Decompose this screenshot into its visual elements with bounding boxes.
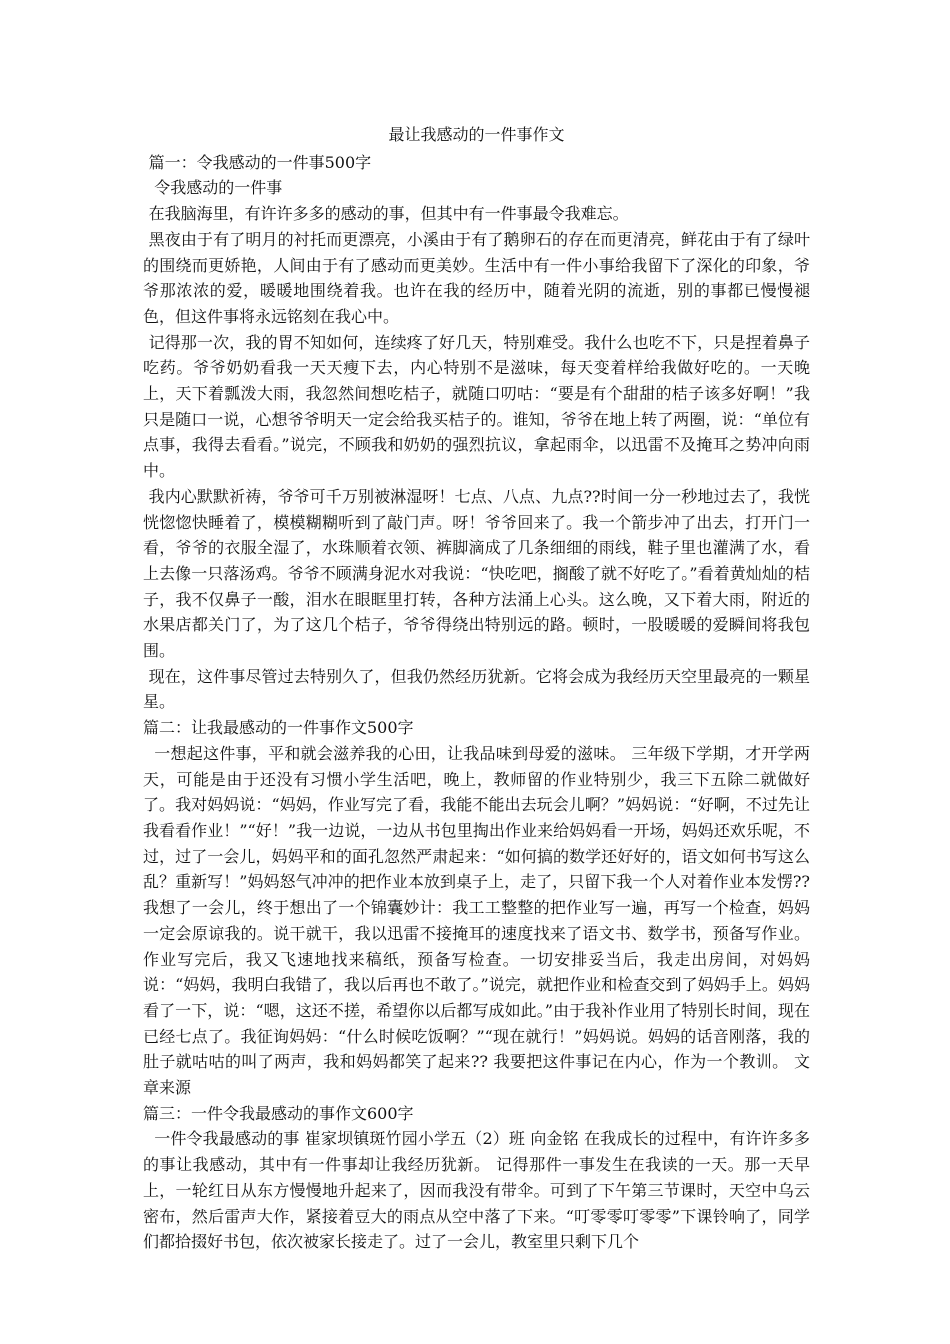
section-1-subtitle: 令我感动的一件事 — [154, 178, 283, 198]
section-3-paragraph: 一件令我最感动的事 崔家坝镇斑竹园小学五（2）班 向金铭 在我成长的过程中，有许许多多的事让我感动，其中有一件事却让我经历犹新。 记得那件一事发生在我读的一天。那一天早上，一轮红日从东方慢慢地升起来了，因而我没有带伞。可到了下午第三节课时，天空中乌云密布，然后雷声大作，紧接着豆大的雨点从空中落了下来。“叮零零叮零零”下课铃响了，同学们都拾掇好书包，依次被家长接走了。过了一会儿，教室里只剩下几个 — [143, 1129, 810, 1252]
document-title: 最让我感动的一件事作文 — [388, 125, 565, 144]
section-1-heading: 篇一：令我感动的一件事500字 — [148, 152, 372, 172]
section-2-heading: 篇二：让我最感动的一件事作文500字 — [143, 718, 414, 738]
section-1-paragraph: 在我脑海里，有许许多多的感动的事，但其中有一件事最令我难忘。 — [148, 204, 629, 224]
section-1-paragraph: 现在，这件事尽管过去特别久了，但我仍然经历犹新。它将会成为我经历天空里最亮的一颗星星。 — [143, 666, 810, 712]
section-3-heading: 篇三：一件令我最感动的事作文600字 — [143, 1103, 414, 1123]
section-3 — [143, 1101, 810, 1255]
document-page — [143, 122, 810, 1255]
section-1 — [143, 150, 810, 715]
section-1-paragraph: 我内心默默祈祷，爷爷可千万别被淋湿呀！七点、八点、九点??时间一分一秒地过去了，我恍恍惚惚快睡着了，模模糊糊听到了敲门声。呀！爷爷回来了。我一个箭步冲了出去，打开门一看，爷爷的衣服全湿了，水珠顺着衣领、裤脚滴成了几条细细的雨线，鞋子里也灌满了水，看上去像一只落汤鸡。爷爷不顾满身泥水对我说：“快吃吧，搁酸了就不好吃了。”看着黄灿灿的桔子，我不仅鼻子一酸，泪水在眼眶里打转，各种方法涌上心头。这么晚，又下着大雨，附近的水果店都关门了，为了这几个桔子，爷爷得绕出特别远的路。顿时，一股暖暖的爱瞬间将我包围。 — [143, 486, 810, 661]
section-2-paragraph: 一想起这件事，平和就会滋养我的心田，让我品味到母爱的滋味。 三年级下学期，才开学两天，可能是由于还没有习惯小学生活吧，晚上，教师留的作业特别少，我三下五除二就做好了。我对妈妈说：“妈妈，作业写完了看，我能不能出去玩会儿啊？”妈妈说：“好啊，不过先让我看看作业！”“好！”我一边说，一边从书包里掏出作业来给妈妈看一开场，妈妈还欢乐呢，不过，过了一会儿，妈妈平和的面孔忽然严肃起来：“如何搞的数学还好好的，语文如何书写这么乱？重新写！”妈妈怒气冲冲的把作业本放到桌子上，走了，只留下我一个人对着作业本发愣?? 我想了一会儿，终于想出了一个锦囊妙计：我工工整整的把作业写一遍，再写一个检查，妈妈一定会原谅我的。说干就干，我以迅雷不接掩耳的速度找来了语文书、数学书，预备写作业。作业写完后，我又飞速地找来稿纸，预备写检查。一切安排妥当后，我走出房间，对妈妈说：“妈妈，我明白我错了，我以后再也不敢了。”说完，就把作业和检查交到了妈妈手上。妈妈看了一下，说：“嗯，这还不搓，希望你以后都写成如此。”由于我补作业用了特别长时间，现在已经七点了。我征询妈妈：“什么时候吃饭啊？”“现在就行！”妈妈说。妈妈的话音刚落，我的肚子就咕咕的叫了两声，我和妈妈都笑了起来?? 我要把这件事记在内心，作为一个教训。 文章来源 — [143, 743, 810, 1098]
section-1-paragraph: 黑夜由于有了明月的衬托而更漂亮，小溪由于有了鹅卵石的存在而更清亮，鲜花由于有了绿叶的围绕而更娇艳，人间由于有了感动而更美妙。生活中有一件小事给我留下了深化的印象，爷爷那浓浓的爱，暖暖地围绕着我。也许在我的经历中，随着光阴的流逝，别的事都已慢慢褪色，但这件事将永远铭刻在我心中。 — [143, 229, 810, 326]
section-2 — [143, 715, 810, 1101]
section-1-paragraph: 记得那一次，我的胃不知如何，连续疼了好几天，特别难受。我什么也吃不下，只是捏着鼻子吃药。爷爷奶奶看我一天天瘦下去，内心特别不是滋味，每天变着样给我做好吃的。一天晚上，天下着瓢泼大雨，我忽然间想吃桔子，就随口叨咕：“要是有个甜甜的桔子该多好啊！”我只是随口一说，心想爷爷明天一定会给我买桔子的。谁知，爷爷在地上转了两圈，说：“单位有点事，我得去看看。”说完，不顾我和奶奶的强烈抗议，拿起雨伞，以迅雷不及掩耳之势冲向雨中。 — [143, 332, 810, 481]
